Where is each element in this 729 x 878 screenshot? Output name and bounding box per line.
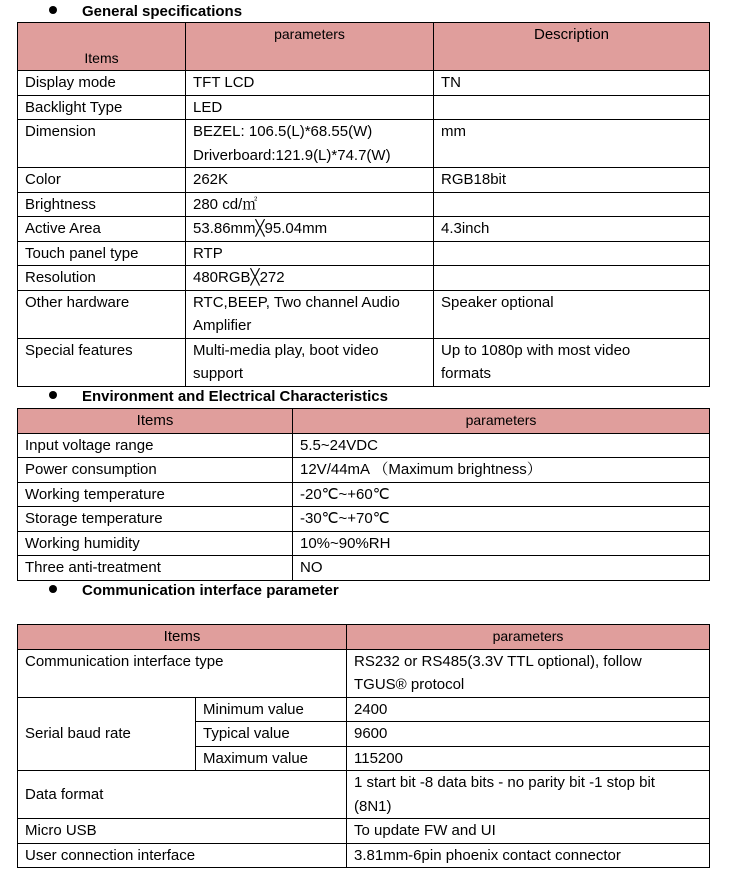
sub-item-cell: Minimum value	[196, 697, 347, 722]
table-row	[18, 120, 710, 168]
param-line: 10%~90%RH	[300, 534, 391, 552]
param-cell	[186, 71, 434, 96]
table-row	[18, 507, 710, 532]
item-line: Three anti-treatment	[25, 559, 161, 576]
param-line: 480RGB╳272	[193, 269, 285, 286]
param-line: RS232 or RS485(3.3V TTL optional), follow	[354, 652, 642, 670]
desc-line: mm	[441, 123, 466, 140]
header-parameters: parameters	[186, 23, 434, 71]
item-cell: User connection interface	[18, 843, 347, 868]
param-line: 1 start bit -8 data bits - no parity bit -1 stop bit	[354, 774, 655, 791]
item-cell	[18, 192, 186, 217]
sub-item-cell: Maximum value	[196, 746, 347, 771]
table-row	[18, 266, 710, 291]
header-items: Items	[18, 23, 186, 71]
param-cell	[347, 771, 710, 819]
table-row	[18, 433, 710, 458]
item-cell	[18, 433, 293, 458]
param-line: -30℃~+70℃	[300, 510, 390, 527]
param-line: TFT LCD	[193, 74, 255, 91]
param-line: 53.86mm╳95.04mm	[193, 220, 328, 237]
item-line: Power consumption	[25, 461, 157, 478]
table-row	[18, 482, 710, 507]
desc-line: formats	[441, 365, 492, 382]
header-parameters: parameters	[293, 409, 710, 434]
table-row	[18, 556, 710, 581]
item-cell	[18, 241, 186, 266]
param-line: 5.5~24VDC	[300, 436, 378, 454]
param-cell	[293, 482, 710, 507]
desc-line: TN	[441, 74, 461, 91]
item-cell: Serial baud rate	[18, 697, 196, 771]
param-line: NO	[300, 559, 323, 576]
param-line: LED	[193, 98, 223, 116]
item-cell: Communication interface type	[18, 649, 347, 697]
section-title-comm: Communication interface parameter	[82, 582, 339, 599]
desc-cell	[434, 120, 710, 168]
header-items: Items	[18, 625, 347, 650]
item-line: Active Area	[25, 220, 101, 237]
desc-line: Up to 1080p with most video	[441, 341, 631, 359]
table-row	[18, 217, 710, 242]
item-cell: Micro USB	[18, 819, 347, 844]
param-cell	[186, 266, 434, 291]
param-line: support	[193, 365, 244, 382]
header-parameters: parameters	[347, 625, 710, 650]
bullet-icon	[49, 391, 57, 399]
item-cell	[18, 531, 293, 556]
general-spec-table	[17, 22, 710, 387]
param-cell	[293, 458, 710, 483]
param-line: 12V/44mA （Maximum brightness）	[300, 461, 542, 478]
item-line: Other hardware	[25, 293, 130, 311]
param-line: BEZEL: 106.5(L)*68.55(W)	[193, 123, 373, 140]
param-cell	[293, 507, 710, 532]
item-cell	[18, 71, 186, 96]
desc-line: RGB18bit	[441, 171, 507, 188]
param-cell	[293, 556, 710, 581]
bullet-icon	[49, 585, 57, 593]
item-cell	[18, 120, 186, 168]
item-line: Resolution	[25, 269, 96, 286]
item-line: Backlight Type	[25, 98, 123, 116]
item-line: Working humidity	[25, 534, 140, 552]
item-line: Color	[25, 171, 61, 188]
item-line: Dimension	[25, 123, 96, 140]
param-line: TGUS® protocol	[354, 676, 465, 693]
table-row	[18, 168, 710, 193]
table-row	[18, 819, 710, 844]
item-cell	[18, 507, 293, 532]
section-title-env: Environment and Electrical Characteristics	[82, 388, 388, 405]
param-cell	[186, 168, 434, 193]
param-cell	[186, 241, 434, 266]
desc-cell	[434, 290, 710, 338]
item-cell	[18, 458, 293, 483]
item-cell	[18, 338, 186, 386]
param-cell: 2400	[347, 697, 710, 722]
table-row	[18, 241, 710, 266]
table-header-row	[18, 625, 710, 650]
env-table	[17, 408, 710, 581]
item-cell	[18, 290, 186, 338]
desc-cell	[434, 266, 710, 291]
param-line: 280 cd/㎡	[193, 195, 258, 213]
param-cell	[186, 338, 434, 386]
bullet-icon	[49, 6, 57, 14]
param-cell: 115200	[347, 746, 710, 771]
item-cell	[18, 556, 293, 581]
item-cell	[18, 482, 293, 507]
param-cell	[186, 192, 434, 217]
param-cell	[293, 433, 710, 458]
param-cell: 3.81mm-6pin phoenix contact connector	[347, 843, 710, 868]
table-row	[18, 697, 710, 722]
param-line: Amplifier	[193, 317, 252, 334]
param-cell	[186, 217, 434, 242]
desc-cell	[434, 168, 710, 193]
comm-table	[17, 624, 710, 868]
param-cell	[186, 95, 434, 120]
desc-cell	[434, 217, 710, 242]
param-cell	[347, 649, 710, 697]
table-row	[18, 771, 710, 819]
desc-line: 4.3inch	[441, 220, 490, 237]
table-header-row	[18, 23, 710, 71]
table-row	[18, 531, 710, 556]
table-row	[18, 649, 710, 697]
header-description: Description	[434, 23, 710, 71]
table-row	[18, 338, 710, 386]
table-row	[18, 290, 710, 338]
item-cell	[18, 266, 186, 291]
desc-cell	[434, 95, 710, 120]
item-line: Display mode	[25, 74, 116, 91]
param-line: 262K	[193, 171, 229, 188]
item-line: Storage temperature	[25, 510, 163, 527]
param-line: Driverboard:121.9(L)*74.7(W)	[193, 146, 391, 164]
param-line: RTC,BEEP, Two channel Audio	[193, 293, 400, 311]
desc-cell	[434, 71, 710, 96]
item-cell	[18, 168, 186, 193]
param-line: RTP	[193, 244, 223, 262]
param-line: Multi-media play, boot video	[193, 341, 379, 359]
item-cell: Data format	[18, 771, 347, 819]
item-line: Special features	[25, 341, 133, 359]
item-line: Working temperature	[25, 485, 165, 503]
item-line: Brightness	[25, 195, 96, 213]
param-cell: 9600	[347, 722, 710, 747]
param-line: -20℃~+60℃	[300, 485, 390, 503]
item-line: Input voltage range	[25, 436, 154, 454]
param-cell	[186, 120, 434, 168]
item-line: Touch panel type	[25, 244, 139, 262]
desc-cell	[434, 338, 710, 386]
param-cell	[186, 290, 434, 338]
table-row	[18, 71, 710, 96]
section-title-general: General specifications	[82, 3, 242, 20]
param-cell	[293, 531, 710, 556]
table-header-row	[18, 409, 710, 434]
table-row	[18, 843, 710, 868]
header-items: Items	[18, 409, 293, 434]
param-line: (8N1)	[354, 797, 392, 815]
item-cell	[18, 217, 186, 242]
sub-item-cell: Typical value	[196, 722, 347, 747]
item-cell	[18, 95, 186, 120]
table-row	[18, 95, 710, 120]
desc-cell	[434, 192, 710, 217]
desc-cell	[434, 241, 710, 266]
desc-line: Speaker optional	[441, 293, 554, 311]
table-row	[18, 458, 710, 483]
param-cell: To update FW and UI	[347, 819, 710, 844]
table-row	[18, 192, 710, 217]
